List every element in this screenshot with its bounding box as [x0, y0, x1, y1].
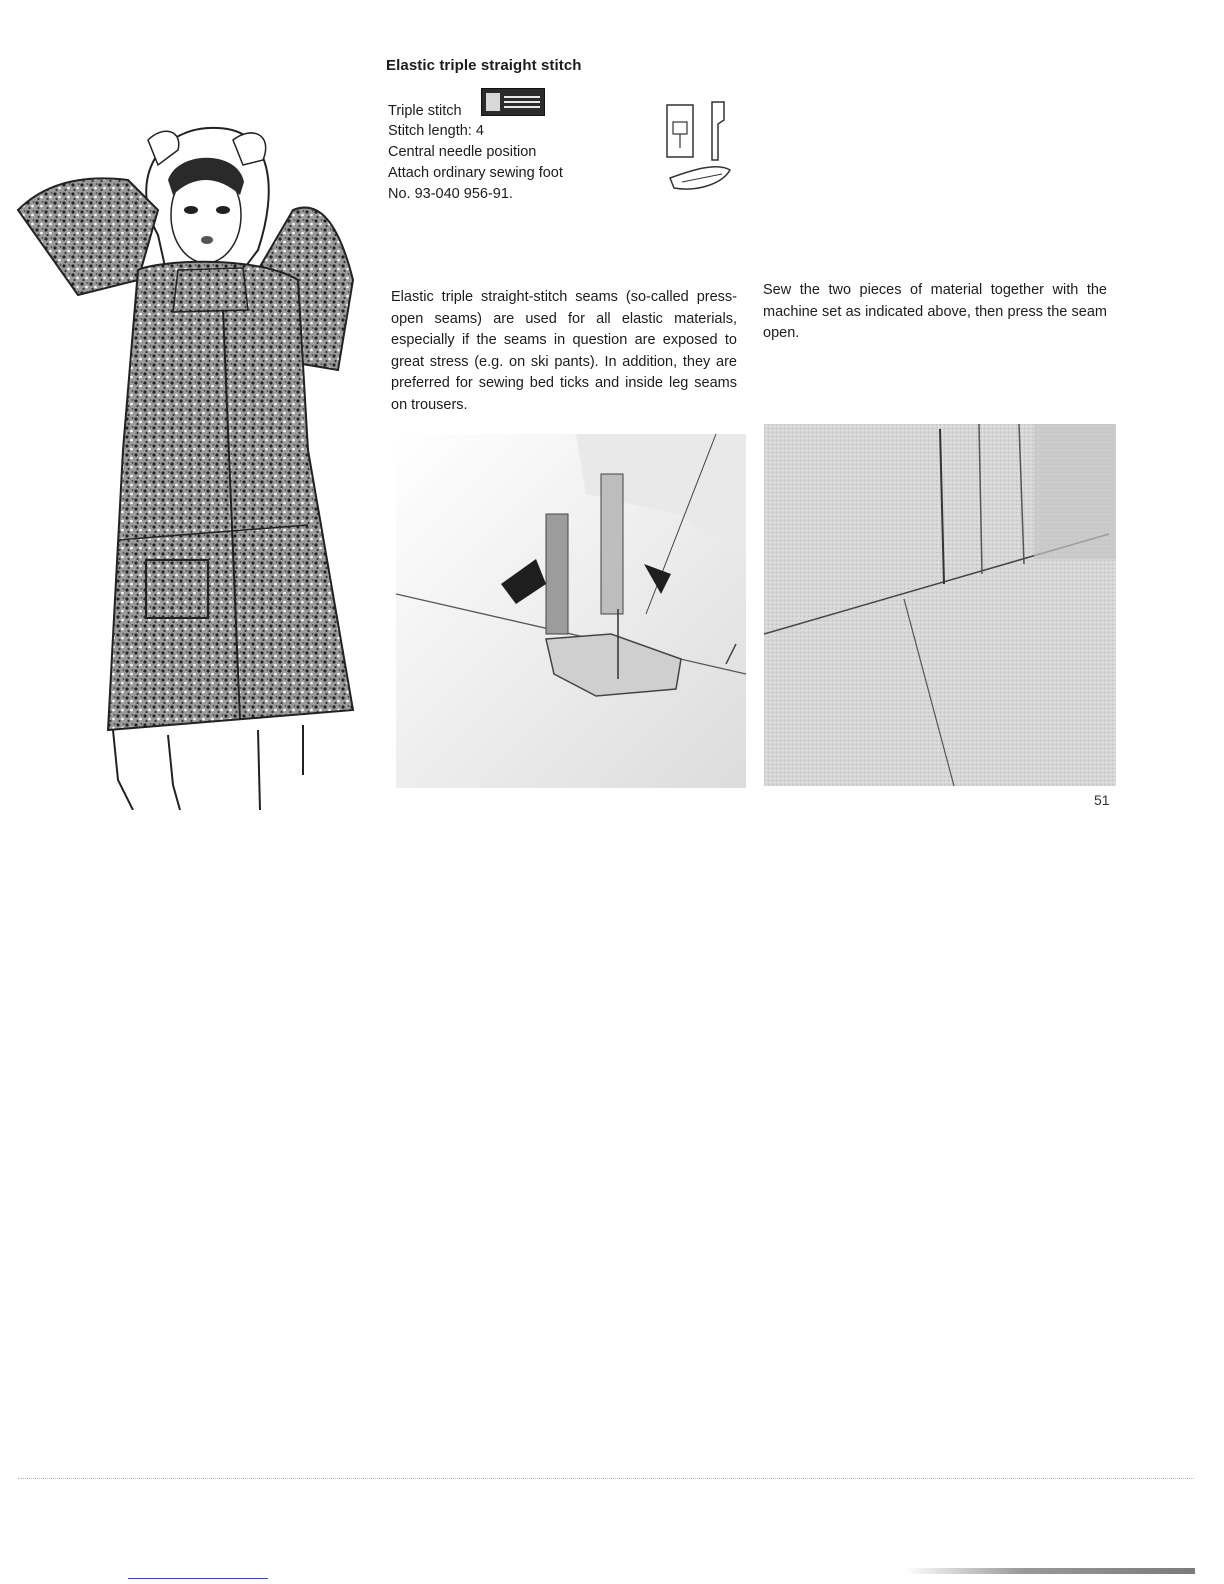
sewing-foot-icon	[662, 100, 738, 196]
pressed-seam-photo	[764, 424, 1116, 786]
foot-instruction: Attach ordinary sewing foot	[388, 165, 563, 181]
foot-part-number: No. 93-040 956-91.	[388, 186, 513, 202]
page-number: 51	[1094, 792, 1110, 808]
needle-position: Central needle position	[388, 144, 537, 160]
presser-foot-photo	[396, 434, 746, 788]
body-text-left: Elastic triple straight-stitch seams (so-called press-open seams) are used for all elastic materials, especially if the seams in question are exposed to great stress (e.g. on ski pants). In addition, they are preferred for sewing bed ticks and inside leg seams on trousers.	[391, 289, 737, 413]
footer-rule	[128, 1578, 268, 1579]
page-title: Elastic triple straight stitch	[386, 57, 582, 74]
body-text-right: Sew the two pieces of material together with the machine set as indicated above, then press the seam open.	[763, 282, 1107, 341]
page-divider	[18, 1478, 1194, 1479]
fashion-illustration	[8, 120, 364, 810]
stitch-selector-icon	[481, 88, 545, 116]
stitch-type-label: Triple stitch	[388, 103, 462, 119]
stitch-length: Stitch length: 4	[388, 123, 484, 139]
scan-edge-bar	[905, 1568, 1195, 1574]
